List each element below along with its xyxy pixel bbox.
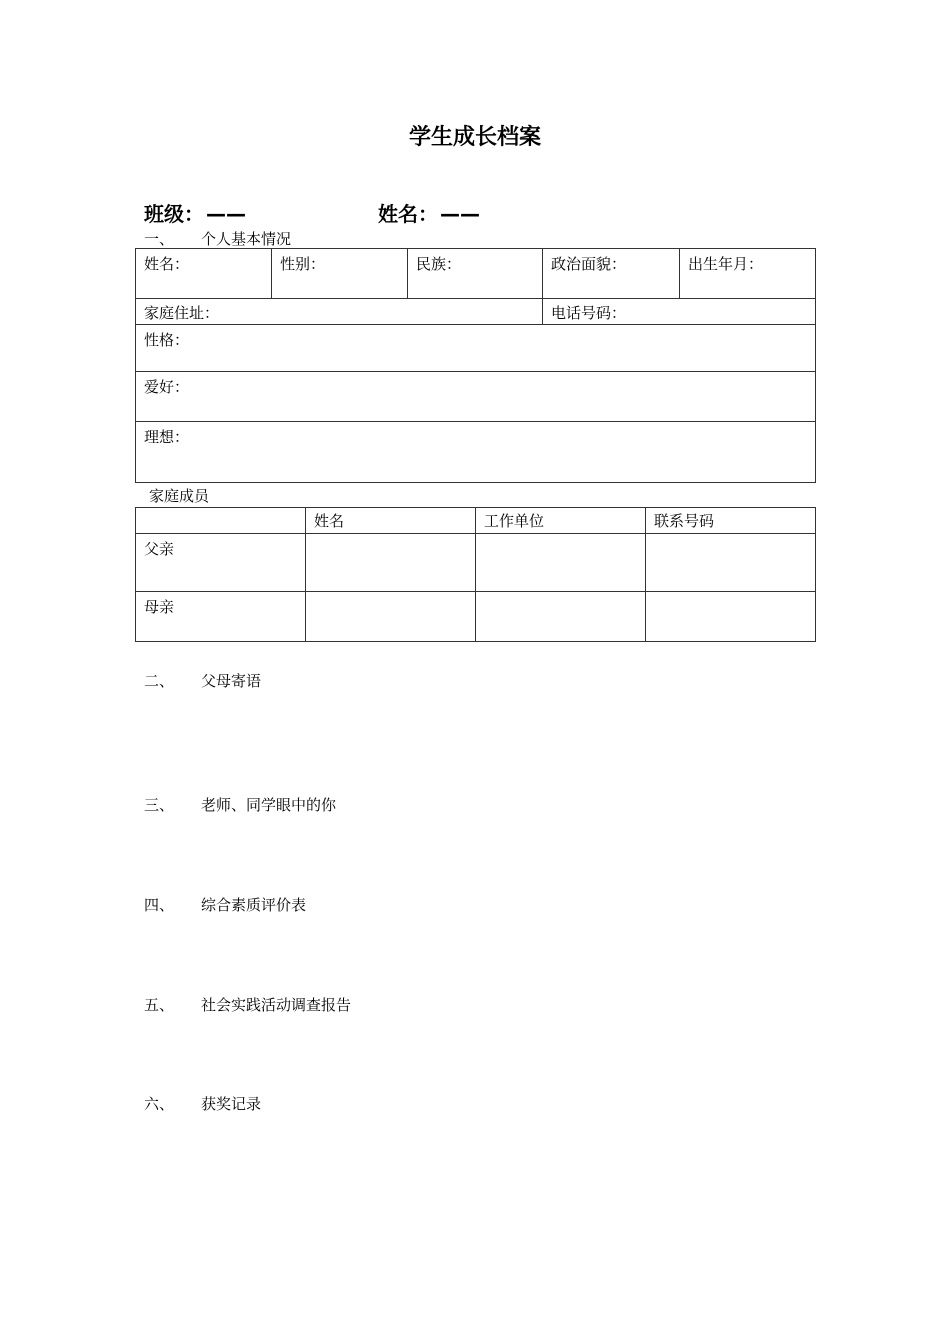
class-value: —— [206, 202, 246, 226]
section-number: 四、 [144, 896, 175, 914]
basic-info-table [135, 248, 816, 483]
hobbies-label: 爱好： [144, 378, 190, 396]
section-heading-3 [144, 794, 336, 815]
personality-cell[interactable] [136, 325, 816, 372]
column-header: 工作单位 [476, 508, 646, 534]
section-title: 综合素质评价表 [201, 896, 307, 914]
table-header-row [136, 508, 816, 534]
birth-cell[interactable] [680, 249, 816, 299]
section-heading-2 [144, 670, 261, 691]
political-status-cell[interactable] [543, 249, 680, 299]
page-title: 学生成长档案 [408, 125, 541, 150]
political-status-label: 政治面貌： [551, 255, 627, 273]
section-heading-1 [144, 228, 291, 249]
table-row [136, 592, 816, 642]
mother-phone-cell[interactable] [646, 592, 816, 642]
class-label: 班级： [144, 202, 204, 226]
class-field [144, 198, 246, 227]
name-cell[interactable] [136, 249, 272, 299]
section-number: 一、 [144, 230, 175, 248]
phone-cell[interactable] [543, 299, 816, 325]
father-phone-cell[interactable] [646, 534, 816, 592]
address-cell[interactable] [136, 299, 543, 325]
name-label: 姓名： [144, 255, 190, 273]
mother-name-cell[interactable] [306, 592, 476, 642]
column-header: 姓名 [306, 508, 476, 534]
column-header: 联系号码 [646, 508, 816, 534]
column-header [136, 508, 306, 534]
student-name-label: 姓名： [378, 202, 438, 226]
gender-label: 性别： [280, 255, 326, 273]
birth-label: 出生年月： [688, 255, 764, 273]
ethnicity-cell[interactable] [408, 249, 543, 299]
gender-cell[interactable] [272, 249, 408, 299]
section-heading-4 [144, 894, 306, 915]
family-members-label: 家庭成员 [149, 487, 210, 505]
section-title: 获奖记录 [201, 1095, 262, 1113]
section-heading-6 [144, 1093, 261, 1114]
section-title: 个人基本情况 [201, 230, 292, 248]
section-title: 社会实践活动调查报告 [201, 996, 352, 1014]
table-row [136, 534, 816, 592]
ideals-label: 理想： [144, 428, 190, 446]
section-heading-5 [144, 994, 351, 1015]
phone-label: 电话号码： [551, 304, 627, 322]
address-label: 家庭住址： [144, 304, 220, 322]
ethnicity-label: 民族： [416, 255, 462, 273]
relation-cell: 父亲 [136, 534, 306, 592]
mother-employer-cell[interactable] [476, 592, 646, 642]
section-number: 六、 [144, 1095, 175, 1113]
father-name-cell[interactable] [306, 534, 476, 592]
section-title: 老师、同学眼中的你 [201, 796, 337, 814]
ideals-cell[interactable] [136, 422, 816, 483]
hobbies-cell[interactable] [136, 372, 816, 422]
section-number: 二、 [144, 672, 175, 690]
section-number: 三、 [144, 796, 175, 814]
section-number: 五、 [144, 996, 175, 1014]
student-name-field [378, 198, 480, 227]
section-title: 父母寄语 [201, 672, 262, 690]
family-members-table [135, 507, 816, 642]
relation-cell: 母亲 [136, 592, 306, 642]
student-name-value: —— [440, 202, 480, 226]
father-employer-cell[interactable] [476, 534, 646, 592]
personality-label: 性格： [144, 331, 190, 349]
